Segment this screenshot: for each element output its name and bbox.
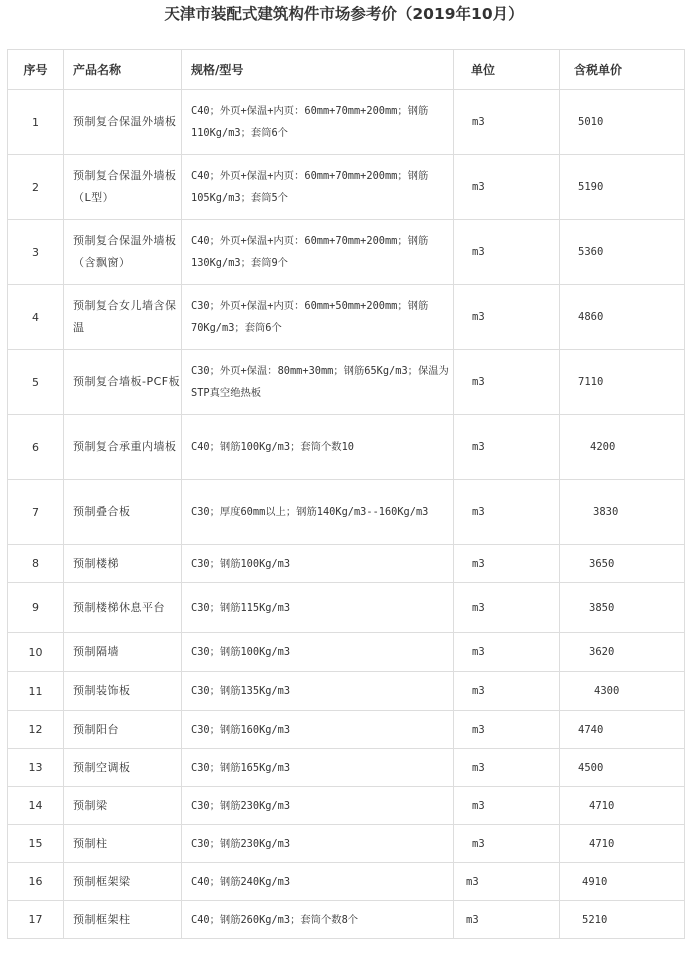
product-unit: m3 bbox=[454, 480, 560, 545]
row-no: 3 bbox=[8, 220, 64, 285]
product-unit: m3 bbox=[454, 155, 560, 220]
product-spec: C40；钢筋260Kg/m3；套筒个数8个 bbox=[182, 901, 454, 939]
product-spec: C40；钢筋240Kg/m3 bbox=[182, 863, 454, 901]
table-row bbox=[8, 350, 685, 415]
row-no: 10 bbox=[8, 633, 64, 672]
product-name: 预制阳台 bbox=[64, 711, 182, 749]
product-price: 4710 bbox=[560, 787, 685, 825]
product-name: 预制梁 bbox=[64, 787, 182, 825]
table-row bbox=[8, 90, 685, 155]
row-no: 7 bbox=[8, 480, 64, 545]
product-unit: m3 bbox=[454, 825, 560, 863]
header-no: 序号 bbox=[8, 50, 64, 90]
row-no: 11 bbox=[8, 672, 64, 711]
product-unit: m3 bbox=[454, 633, 560, 672]
product-price: 4740 bbox=[560, 711, 685, 749]
table-row bbox=[8, 583, 685, 633]
product-name: 预制复合女儿墙含保温 bbox=[64, 285, 182, 350]
product-unit: m3 bbox=[454, 415, 560, 480]
row-no: 5 bbox=[8, 350, 64, 415]
product-price: 5190 bbox=[560, 155, 685, 220]
product-price: 4200 bbox=[560, 415, 685, 480]
table-row bbox=[8, 545, 685, 583]
table-row bbox=[8, 415, 685, 480]
product-name: 预制框架梁 bbox=[64, 863, 182, 901]
header-spec: 规格/型号 bbox=[182, 50, 454, 90]
product-name: 预制装饰板 bbox=[64, 672, 182, 711]
product-spec: C30；钢筋165Kg/m3 bbox=[182, 749, 454, 787]
product-spec: C40；外页+保温+内页：60mm+70mm+200mm；钢筋105Kg/m3；套筒5个 bbox=[182, 155, 454, 220]
product-name: 预制复合保温外墙板（含飘窗） bbox=[64, 220, 182, 285]
row-no: 9 bbox=[8, 583, 64, 633]
table-row bbox=[8, 285, 685, 350]
product-spec: C30；厚度60mm以上；钢筋140Kg/m3--160Kg/m3 bbox=[182, 480, 454, 545]
product-spec: C30；钢筋230Kg/m3 bbox=[182, 787, 454, 825]
product-spec: C30；钢筋115Kg/m3 bbox=[182, 583, 454, 633]
table-row bbox=[8, 749, 685, 787]
product-price: 4300 bbox=[560, 672, 685, 711]
product-name: 预制复合墙板-PCF板 bbox=[64, 350, 182, 415]
table-row bbox=[8, 480, 685, 545]
row-no: 15 bbox=[8, 825, 64, 863]
product-unit: m3 bbox=[454, 285, 560, 350]
product-name: 预制楼梯休息平台 bbox=[64, 583, 182, 633]
product-price: 5210 bbox=[560, 901, 685, 939]
row-no: 4 bbox=[8, 285, 64, 350]
product-price: 3830 bbox=[560, 480, 685, 545]
table-row bbox=[8, 672, 685, 711]
row-no: 17 bbox=[8, 901, 64, 939]
row-no: 13 bbox=[8, 749, 64, 787]
price-table bbox=[7, 49, 685, 939]
product-price: 5360 bbox=[560, 220, 685, 285]
page-title: 天津市装配式建筑构件市场参考价（2019年10月） bbox=[164, 5, 524, 23]
product-unit: m3 bbox=[454, 901, 560, 939]
row-no: 14 bbox=[8, 787, 64, 825]
product-price: 4860 bbox=[560, 285, 685, 350]
product-spec: C40；钢筋100Kg/m3；套筒个数10 bbox=[182, 415, 454, 480]
product-unit: m3 bbox=[454, 90, 560, 155]
product-name: 预制复合承重内墙板 bbox=[64, 415, 182, 480]
product-spec: C30；外页+保温+内页：60mm+50mm+200mm；钢筋70Kg/m3；套筒6个 bbox=[182, 285, 454, 350]
product-spec: C30；钢筋100Kg/m3 bbox=[182, 633, 454, 672]
product-spec: C30；钢筋230Kg/m3 bbox=[182, 825, 454, 863]
product-price: 3620 bbox=[560, 633, 685, 672]
product-unit: m3 bbox=[454, 749, 560, 787]
header-unit: 单位 bbox=[454, 50, 560, 90]
product-unit: m3 bbox=[454, 711, 560, 749]
table-row bbox=[8, 633, 685, 672]
product-name: 预制框架柱 bbox=[64, 901, 182, 939]
product-price: 3850 bbox=[560, 583, 685, 633]
table-row bbox=[8, 155, 685, 220]
product-price: 4710 bbox=[560, 825, 685, 863]
product-unit: m3 bbox=[454, 220, 560, 285]
product-price: 3650 bbox=[560, 545, 685, 583]
row-no: 1 bbox=[8, 90, 64, 155]
product-price: 7110 bbox=[560, 350, 685, 415]
table-row bbox=[8, 901, 685, 939]
row-no: 2 bbox=[8, 155, 64, 220]
product-unit: m3 bbox=[454, 787, 560, 825]
product-unit: m3 bbox=[454, 672, 560, 711]
product-spec: C30；钢筋135Kg/m3 bbox=[182, 672, 454, 711]
product-name: 预制柱 bbox=[64, 825, 182, 863]
table-row bbox=[8, 787, 685, 825]
table-row bbox=[8, 220, 685, 285]
header-name: 产品名称 bbox=[64, 50, 182, 90]
table-row bbox=[8, 711, 685, 749]
product-spec: C40；外页+保温+内页：60mm+70mm+200mm；钢筋110Kg/m3；套筒6个 bbox=[182, 90, 454, 155]
product-unit: m3 bbox=[454, 350, 560, 415]
row-no: 16 bbox=[8, 863, 64, 901]
product-price: 4500 bbox=[560, 749, 685, 787]
row-no: 8 bbox=[8, 545, 64, 583]
header-price: 含税单价 bbox=[560, 50, 685, 90]
product-unit: m3 bbox=[454, 545, 560, 583]
product-spec: C40；外页+保温+内页：60mm+70mm+200mm；钢筋130Kg/m3；套筒9个 bbox=[182, 220, 454, 285]
product-name: 预制复合保温外墙板（L型） bbox=[64, 155, 182, 220]
row-no: 6 bbox=[8, 415, 64, 480]
product-name: 预制空调板 bbox=[64, 749, 182, 787]
product-price: 4910 bbox=[560, 863, 685, 901]
product-price: 5010 bbox=[560, 90, 685, 155]
product-name: 预制楼梯 bbox=[64, 545, 182, 583]
row-no: 12 bbox=[8, 711, 64, 749]
product-spec: C30；外页+保温：80mm+30mm；钢筋65Kg/m3；保温为STP真空绝热板 bbox=[182, 350, 454, 415]
table-row bbox=[8, 825, 685, 863]
product-spec: C30；钢筋100Kg/m3 bbox=[182, 545, 454, 583]
table-row bbox=[8, 863, 685, 901]
table-header-row bbox=[8, 50, 685, 90]
product-name: 预制复合保温外墙板 bbox=[64, 90, 182, 155]
product-name: 预制隔墙 bbox=[64, 633, 182, 672]
product-unit: m3 bbox=[454, 583, 560, 633]
product-unit: m3 bbox=[454, 863, 560, 901]
product-spec: C30；钢筋160Kg/m3 bbox=[182, 711, 454, 749]
product-name: 预制叠合板 bbox=[64, 480, 182, 545]
